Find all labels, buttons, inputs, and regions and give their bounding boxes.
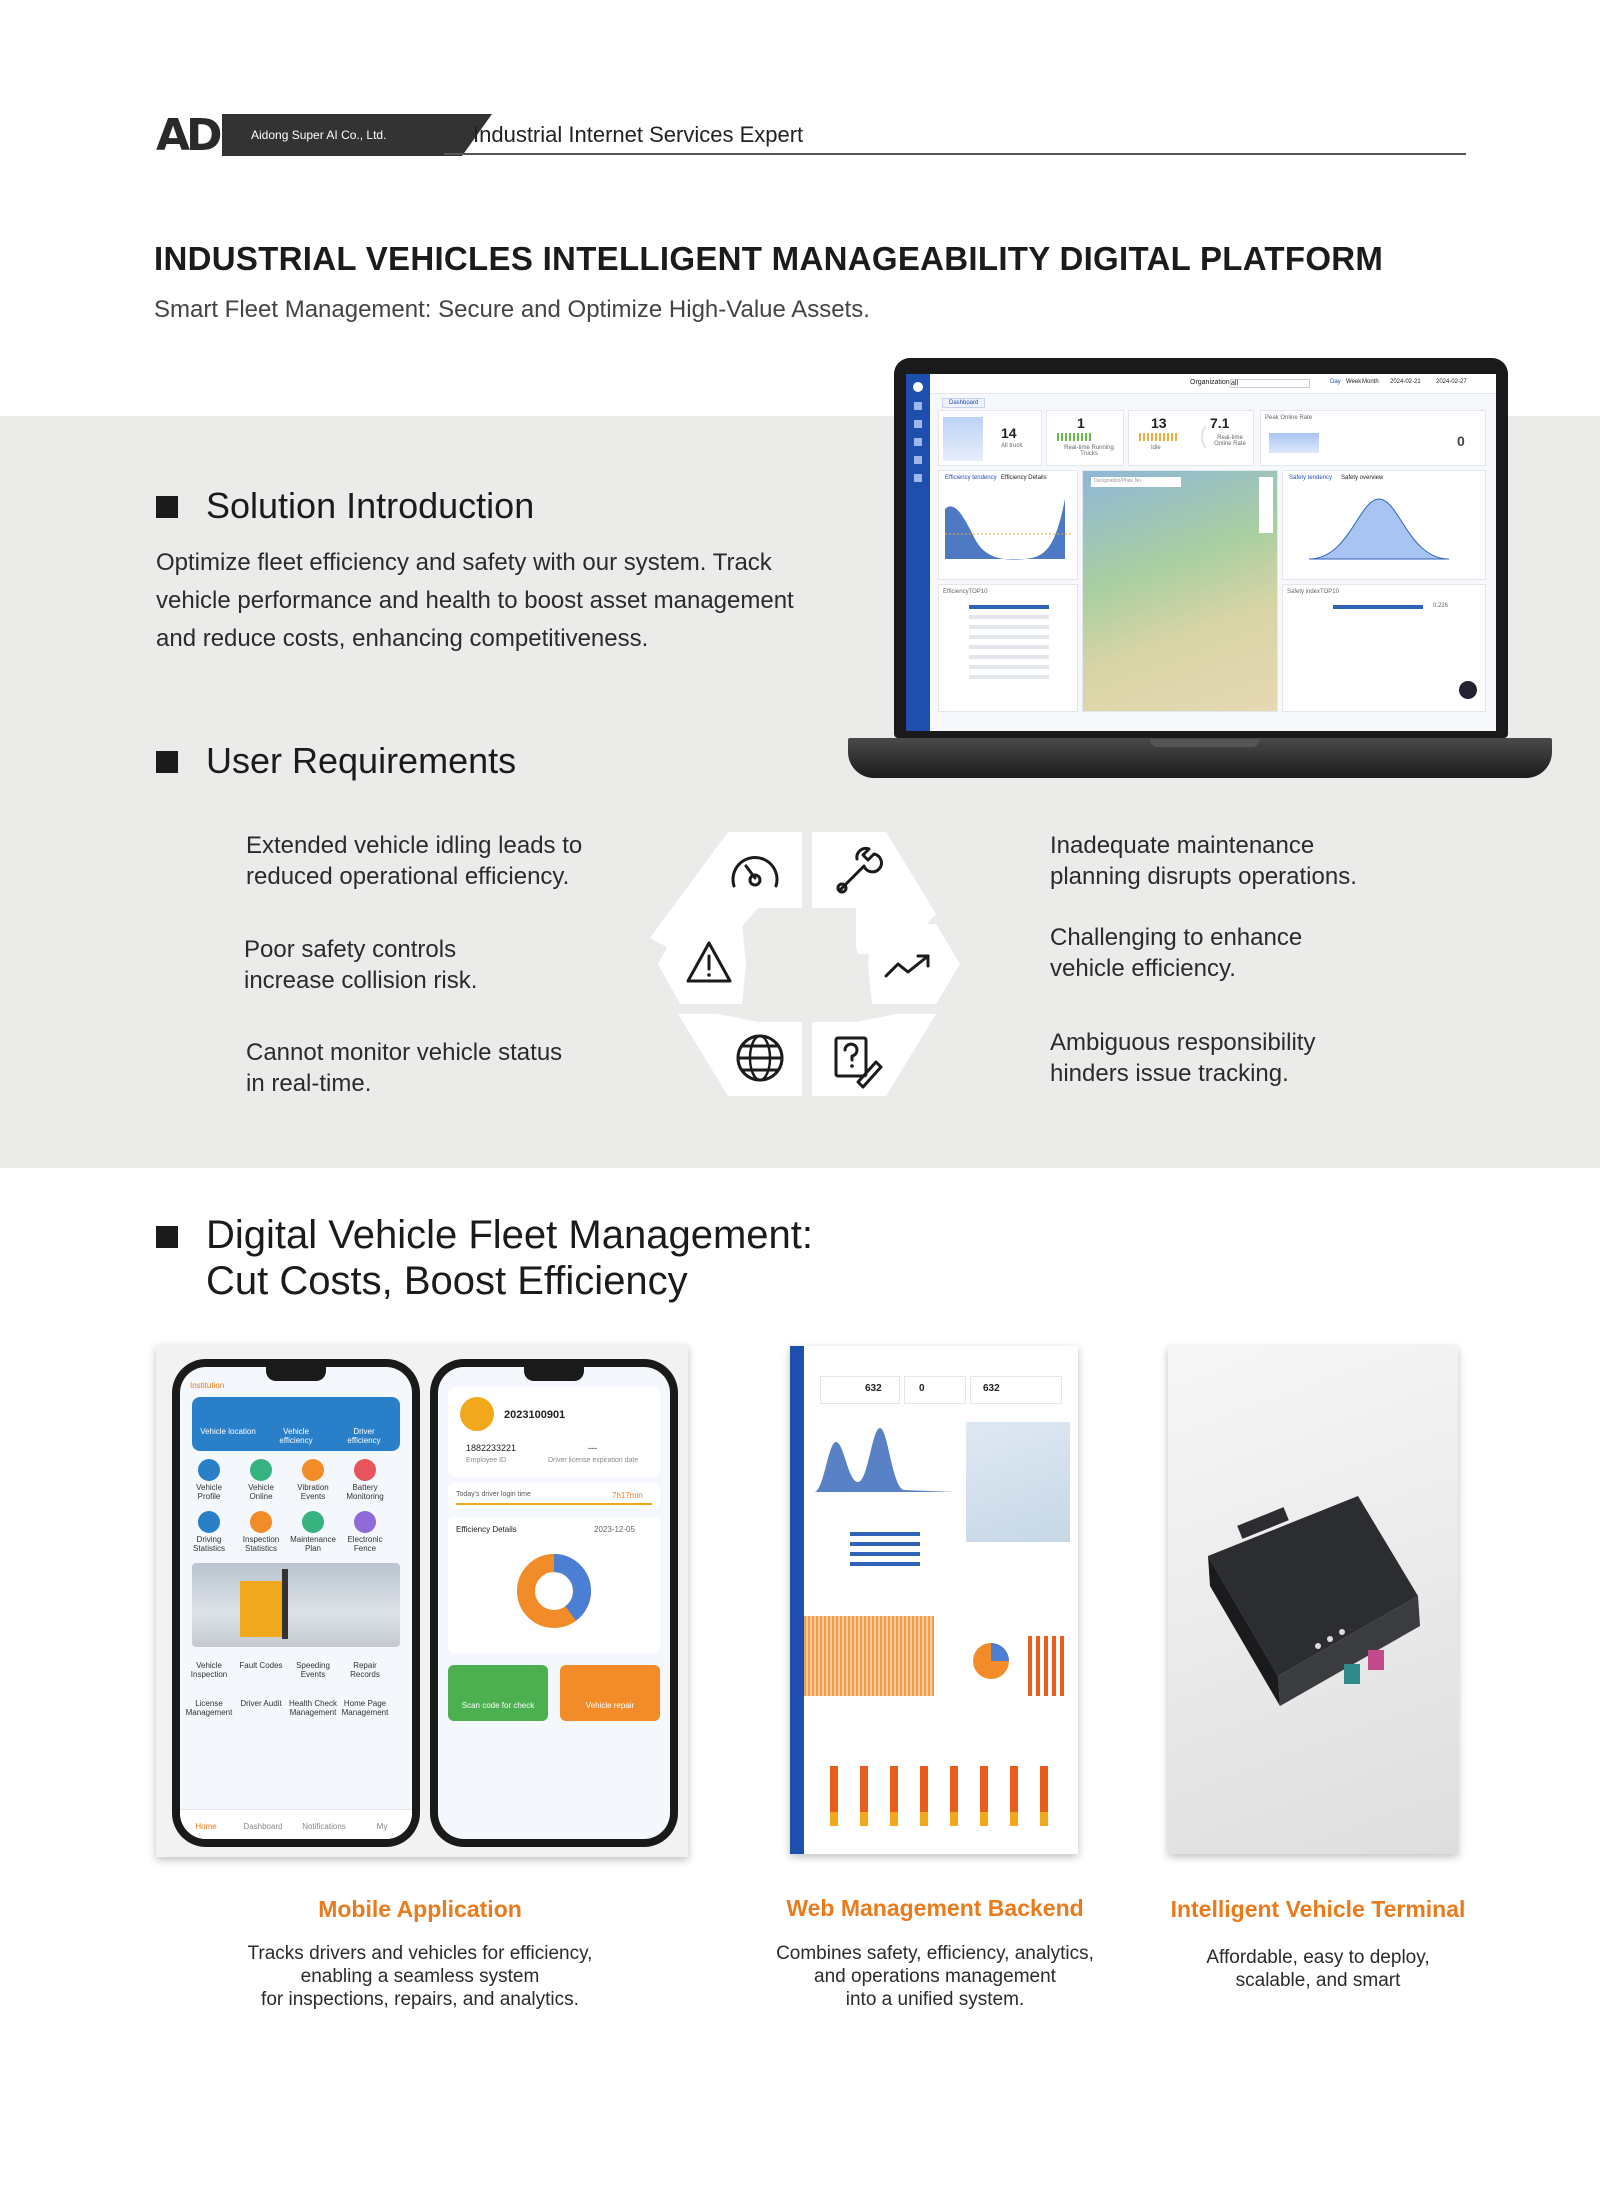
label-driver-audit[interactable]: Driver Audit (240, 1699, 282, 1708)
card-title-mobile: Mobile Application (318, 1896, 522, 1922)
org-label: Organization: (1190, 379, 1232, 386)
requirement-line: Poor safety controls (244, 936, 457, 963)
scan-check-label: Scan code for check (461, 1701, 535, 1710)
label-fault-codes[interactable]: Fault Codes (239, 1661, 283, 1670)
requirement-line: Extended vehicle idling leads to (246, 832, 583, 859)
phone-left-screen (180, 1367, 412, 1839)
card-title-terminal: Intelligent Vehicle Terminal (1170, 1896, 1466, 1922)
card-desc-web (735, 1942, 1135, 2011)
requirement-item (1050, 922, 1302, 984)
login-time-card (448, 1483, 660, 1509)
phone-right-screen (438, 1367, 670, 1839)
web-area-chart (814, 1422, 954, 1498)
label-maintenance-plan: Maintenance Plan (290, 1535, 336, 1553)
maintenance-icon[interactable] (302, 1511, 324, 1533)
tab-efficiency-details[interactable]: Efficiency Details (1001, 475, 1047, 481)
web-mini-bars (1028, 1636, 1068, 1696)
nav-my[interactable]: My (376, 1822, 388, 1831)
top-tiles (192, 1397, 400, 1451)
header-divider (444, 153, 1466, 155)
license-date-value: --- (588, 1443, 597, 1453)
efficiency-top10-card (938, 584, 1078, 712)
tab-dashboard[interactable]: Dashboard (942, 398, 985, 408)
map-card (1082, 470, 1278, 712)
hexagon-segment-bottom-left (678, 1014, 802, 1096)
solution-text (156, 544, 794, 658)
fleet-heading (206, 1212, 813, 1304)
label-health-check[interactable]: Health Check Management (288, 1699, 338, 1717)
eff-top-title: EfficiencyTOP10 (943, 589, 988, 595)
label-battery-monitoring: Battery Monitoring (346, 1483, 384, 1501)
battery-icon[interactable] (354, 1459, 376, 1481)
label-vehicle-online: Vehicle Online (248, 1483, 274, 1501)
employee-label: Employee ID (466, 1457, 507, 1464)
web-kpi-value: 632 (865, 1383, 882, 1394)
card-desc-line: into a unified system. (845, 1989, 1025, 2010)
label-repair-records[interactable]: Repair Records (350, 1661, 380, 1679)
web-backend-image (790, 1346, 1078, 1854)
nav-dashboard[interactable]: Dashboard (243, 1822, 283, 1831)
kpi-value: 7.1 (1210, 415, 1230, 431)
card-desc-line: and operations management (814, 1966, 1056, 1987)
requirement-line: increase collision risk. (244, 967, 478, 994)
requirement-line: Cannot monitor vehicle status (246, 1039, 563, 1066)
web-pie (966, 1636, 1016, 1686)
label-inspection-statistics: Inspection Statistics (242, 1535, 280, 1553)
tab-efficiency-tendency[interactable]: Efficiency tendency (945, 475, 997, 481)
kpi-label: All truck (1001, 443, 1023, 449)
tile-driver-efficiency[interactable]: Driver efficiency (347, 1427, 381, 1445)
requirement-item (1050, 830, 1357, 892)
inspection-stats-icon[interactable] (250, 1511, 272, 1533)
requirement-line: in real-time. (246, 1070, 372, 1097)
card-desc-line: Tracks drivers and vehicles for efficiency, (247, 1943, 593, 1964)
web-kpi-card (820, 1376, 900, 1404)
scan-check-button[interactable] (448, 1665, 548, 1721)
vehicle-online-icon[interactable] (250, 1459, 272, 1481)
card-desc-line: enabling a seamless system (300, 1966, 540, 1987)
requirement-line: planning disrupts operations. (1050, 863, 1357, 890)
efficiency-donut (514, 1551, 594, 1631)
terminal-device (1168, 1346, 1458, 1854)
requirements-hexagon (650, 826, 964, 1102)
org-select[interactable]: all (1230, 379, 1310, 388)
label-electronic-fence: Electronic Fence (347, 1535, 383, 1553)
kpi-value: 1 (1077, 415, 1085, 431)
label-license-management[interactable]: License Management (185, 1699, 233, 1717)
safety-bell-chart (1289, 489, 1479, 569)
kpi-value: 14 (1001, 425, 1017, 441)
requirement-line: vehicle efficiency. (1050, 955, 1236, 982)
vehicle-repair-label: Vehicle repair (585, 1701, 635, 1710)
card-desc-terminal (1118, 1946, 1518, 1992)
label-driving-statistics: Driving Statistics (192, 1535, 225, 1553)
card-desc-line: scalable, and smart (1235, 1970, 1401, 1991)
kpi-online-rate (1206, 410, 1254, 466)
driving-stats-icon[interactable] (198, 1511, 220, 1533)
kpi-label: Real-time Online Rate (1214, 435, 1246, 447)
date-from[interactable]: 2024-02-21 (1390, 379, 1421, 385)
card-desc-line: Combines safety, efficiency, analytics, (776, 1943, 1094, 1964)
fleet-heading-line: Cut Costs, Boost Efficiency (206, 1259, 688, 1303)
card-desc-mobile (170, 1942, 670, 2011)
web-kpi-card (970, 1376, 1062, 1404)
requirement-item (246, 1037, 562, 1099)
driver-id: 2023100901 (504, 1409, 566, 1421)
kpi-all-trucks (938, 410, 1042, 466)
web-kpi-value: 0 (919, 1383, 925, 1394)
dashboard-screenshot (906, 374, 1496, 731)
hexagon-segment-bottom-right (812, 1014, 936, 1096)
peak-title: Peak Online Rate (1265, 415, 1313, 421)
requirement-item (246, 830, 582, 892)
requirement-line: Inadequate maintenance (1050, 832, 1315, 859)
eff-details-label: Efficiency Details (456, 1525, 517, 1534)
tile-vehicle-location[interactable]: Vehicle location (200, 1427, 256, 1436)
solution-heading: Solution Introduction (206, 485, 535, 526)
vehicle-terminal-image (1168, 1346, 1458, 1854)
label-home-page[interactable]: Home Page Management (341, 1699, 389, 1717)
date-to[interactable]: 2024-02-27 (1436, 379, 1467, 385)
label-vehicle-profile: Vehicle Profile (196, 1483, 222, 1501)
range-month[interactable]: Month (1362, 379, 1379, 385)
login-value: 7h17min (612, 1491, 643, 1500)
efficiency-chart-card (938, 470, 1078, 580)
avatar (460, 1397, 494, 1431)
driver-profile-card (448, 1387, 660, 1477)
card-title-web: Web Management Backend (786, 1895, 1084, 1921)
driver-phone: 1882233221 (466, 1443, 517, 1453)
safety-top-title: Safety indexTOP10 (1287, 589, 1339, 595)
login-label: Today's driver login time (456, 1491, 531, 1498)
section-bullet (156, 751, 178, 773)
vibration-icon[interactable] (302, 1459, 324, 1481)
web-kpi-card (904, 1376, 966, 1404)
solution-line: vehicle performance and health to boost asset management (156, 587, 794, 614)
web-map (966, 1422, 1070, 1542)
dashboard-topbar (930, 374, 1496, 394)
peak-value: 0 (1457, 433, 1465, 449)
web-kpi-value: 632 (983, 1383, 1000, 1394)
fleet-heading-line: Digital Vehicle Fleet Management: (206, 1213, 813, 1257)
vehicle-repair-button[interactable] (560, 1665, 660, 1721)
safety-chart-card (1282, 470, 1486, 580)
requirement-item (1050, 1027, 1315, 1089)
kpi-value: 13 (1151, 415, 1167, 431)
phone-right (430, 1359, 678, 1847)
section-bullet (156, 496, 178, 518)
tab-safety-overview[interactable]: Safety overview (1341, 475, 1384, 481)
requirement-item (244, 934, 477, 996)
web-scatter (804, 1616, 934, 1696)
requirements-heading: User Requirements (206, 740, 517, 781)
page-title: INDUSTRIAL VEHICLES INTELLIGENT MANAGEABILITY DIGITAL PLATFORM (154, 240, 1384, 277)
kpi-label: Idle (1151, 445, 1161, 451)
page-subtitle: Smart Fleet Management: Secure and Optimize High-Value Assets. (154, 296, 870, 323)
vehicle-profile-icon[interactable] (198, 1459, 220, 1481)
efficiency-area-chart (945, 489, 1073, 569)
laptop-notch (1150, 739, 1260, 747)
tagline: Industrial Internet Services Expert (473, 122, 804, 147)
card-desc-line: for inspections, repairs, and analytics. (261, 1989, 579, 2010)
eff-date[interactable]: 2023-12-05 (594, 1525, 635, 1534)
bottom-nav (180, 1809, 412, 1839)
requirement-line: hinders issue tracking. (1050, 1060, 1289, 1087)
range-day[interactable]: Day (1330, 379, 1341, 385)
tile-vehicle-efficiency[interactable]: Vehicle efficiency (279, 1427, 313, 1445)
safety-top-value: 0.226 (1433, 603, 1449, 609)
kpi-running-trucks (1046, 410, 1124, 466)
section-bullet (156, 1226, 178, 1248)
safety-top10-card (1282, 584, 1486, 712)
peak-online-card (1260, 410, 1486, 466)
company-logo: AD (156, 110, 219, 161)
requirement-line: Challenging to enhance (1050, 924, 1303, 951)
app-brand: Institution (190, 1381, 225, 1390)
mobile-app-image (156, 1345, 688, 1857)
solution-line: Optimize fleet efficiency and safety with our system. Track (156, 549, 772, 576)
requirement-line: Ambiguous responsibility (1050, 1029, 1316, 1056)
kpi-label: Real-time Running Trucks (1064, 445, 1114, 457)
range-week[interactable]: Week (1346, 379, 1362, 385)
nav-home[interactable]: Home (195, 1822, 217, 1831)
hexagon-segment-right (868, 924, 960, 1004)
forklift-image (192, 1563, 400, 1647)
requirement-line: reduced operational efficiency. (246, 863, 570, 890)
dashboard-sidebar (906, 374, 930, 731)
label-vibration-events: Vibration Events (297, 1483, 329, 1501)
tab-safety-tendency[interactable]: Safety tendency (1289, 475, 1333, 481)
label-vehicle-inspection[interactable]: Vehicle Inspection (190, 1661, 228, 1679)
card-desc-line: Affordable, easy to deploy, (1206, 1947, 1430, 1968)
label-speeding-events[interactable]: Speeding Events (296, 1661, 330, 1679)
company-name: Aidong Super AI Co., Ltd. (251, 128, 387, 142)
solution-line: and reduce costs, enhancing competitiveness. (156, 625, 649, 652)
fence-icon[interactable] (354, 1511, 376, 1533)
efficiency-details-card (448, 1517, 660, 1653)
nav-notifications[interactable]: Notifications (302, 1822, 346, 1831)
phone-left (172, 1359, 420, 1847)
license-label: Driver license expiration date (548, 1457, 639, 1464)
map-search[interactable]: Designation/Plate No (1091, 477, 1181, 487)
